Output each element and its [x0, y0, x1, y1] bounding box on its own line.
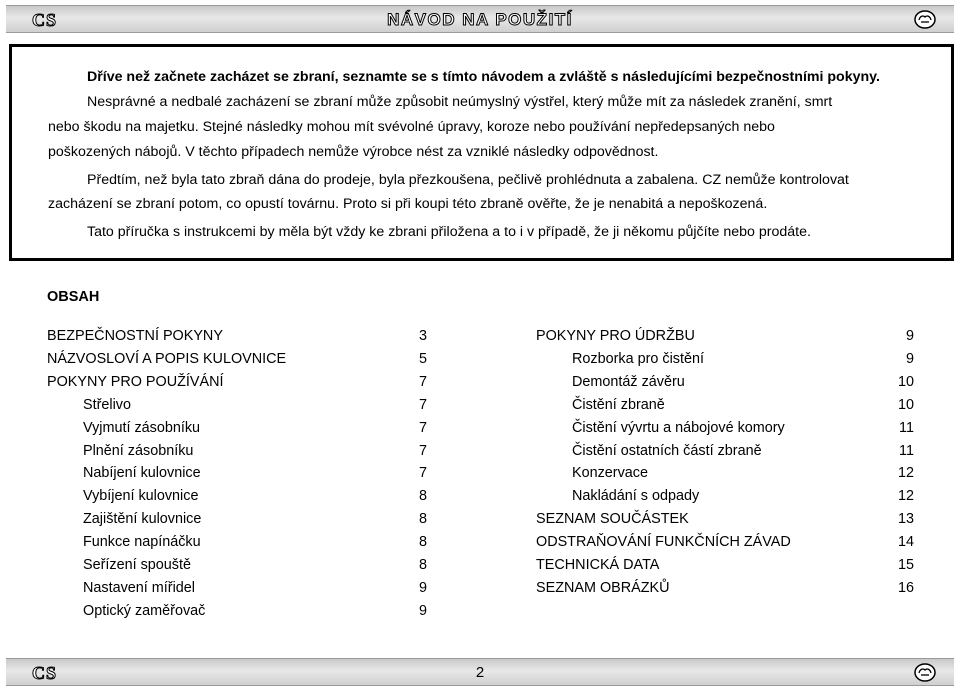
page-title: NÁVOD NA POUŽITÍ [387, 10, 573, 29]
toc-entry-label: Vybíjení kulovnice [83, 488, 199, 505]
toc-entry-page: 13 [897, 511, 914, 528]
toc-entry-label: Zajištění kulovnice [83, 511, 202, 528]
toc-entry-page: 9 [418, 602, 427, 619]
toc-entry[interactable] [536, 509, 914, 529]
toc-entry[interactable] [572, 349, 914, 369]
toc-entry-label: BEZPEČNOSTNÍ POKYNY [47, 328, 223, 344]
safety-notice-box [9, 44, 954, 261]
language-code: CS [32, 10, 58, 30]
toc-entry[interactable] [83, 601, 427, 621]
toc-entry-label: Seřízení spouště [83, 557, 191, 573]
toc-entry[interactable] [83, 578, 427, 598]
toc-entry[interactable] [83, 418, 427, 438]
toc-entry[interactable] [83, 395, 427, 415]
toc-entry-page: 10 [897, 396, 914, 413]
toc-entry-label: Funkce napínáčku [83, 534, 201, 551]
toc-entry[interactable] [83, 555, 427, 575]
toc-entry-page: 15 [897, 557, 914, 573]
brand-logo-icon [914, 663, 936, 682]
toc-entry-page: 5 [418, 350, 427, 367]
toc-entry-label: ODSTRAŇOVÁNÍ FUNKČNÍCH ZÁVAD [536, 534, 791, 551]
toc-entry[interactable] [47, 372, 427, 392]
toc-entry-label: Čistění vývrtu a nábojové komory [572, 419, 785, 436]
toc-entry[interactable] [572, 395, 914, 415]
toc-entry-label: NÁZVOSLOVÍ A POPIS KULOVNICE [47, 350, 287, 367]
toc-heading: OBSAH [47, 289, 100, 305]
toc-entry[interactable] [83, 509, 427, 529]
toc-entry-page: 7 [418, 465, 427, 482]
footer-band [6, 658, 954, 686]
toc-entry-label: SEZNAM OBRÁZKŮ [536, 579, 670, 596]
toc-entry[interactable] [536, 555, 914, 575]
notice-paragraph: nebo škodu na majetku. Stejné následky mohou mít svévolné úpravy, koroze nebo používání nepředepsaných nebo [48, 119, 775, 135]
toc-entry-page: 9 [418, 579, 427, 596]
notice-paragraph: zacházení se zbraní potom, co opustí továrnu. Proto si při koupi této zbraně ověřte, že je nenabitá a nepoškozená. [48, 196, 768, 212]
notice-paragraph: Nesprávné a nedbalé zacházení se zbraní může způsobit neúmyslný výstřel, který může mít za následek zranění, smrt [87, 94, 833, 110]
toc-entry-label: Rozborka pro čistění [572, 350, 704, 367]
toc-entry-page: 12 [897, 465, 914, 482]
toc-entry-label: Čistění zbraně [572, 396, 665, 413]
notice-intro: Dříve než začnete zacházet se zbraní, seznamte se s tímto návodem a zvláště s následujícími bezpečnostními pokyny. [87, 69, 880, 85]
footer-language-code: CS [32, 663, 58, 683]
toc-entry-label: Optický zaměřovač [83, 602, 206, 619]
toc-entry-page: 7 [418, 442, 427, 459]
toc-entry[interactable] [536, 326, 914, 346]
brand-logo-icon [914, 10, 936, 29]
toc-entry[interactable] [47, 326, 427, 346]
toc-entry[interactable] [572, 486, 914, 506]
toc-entry[interactable] [83, 486, 427, 506]
toc-entry[interactable] [83, 532, 427, 552]
toc-entry-label: POKYNY PRO ÚDRŽBU [536, 328, 695, 344]
toc-entry-label: Nakládání s odpady [572, 488, 700, 505]
page-number: 2 [475, 664, 485, 681]
toc-entry-page: 12 [897, 488, 914, 505]
toc-entry[interactable] [572, 418, 914, 438]
toc-entry-page: 14 [897, 534, 914, 551]
toc-entry-page: 7 [418, 419, 427, 436]
toc-entry-label: Nastavení mířidel [83, 579, 195, 596]
toc-entry-label: TECHNICKÁ DATA [536, 557, 660, 573]
toc-entry-page: 8 [418, 557, 427, 573]
toc-entry-page: 8 [418, 511, 427, 528]
notice-paragraph: Tato příručka s instrukcemi by měla být vždy ke zbrani přiložena a to i v případě, že ji někomu půjčíte nebo prodáte. [87, 224, 811, 240]
toc-entry-page: 9 [905, 328, 914, 344]
notice-paragraph: Předtím, než byla tato zbraň dána do prodeje, byla přezkoušena, pečlivě prohlédnuta a zabalena. CZ nemůže kontrolovat [87, 172, 849, 188]
toc-entry-label: Čistění ostatních částí zbraně [572, 442, 762, 459]
toc-entry[interactable] [536, 532, 914, 552]
toc-entry-label: Střelivo [83, 396, 131, 413]
toc-entry-page: 9 [905, 350, 914, 367]
toc-entry-page: 3 [418, 328, 427, 344]
toc-entry-page: 11 [899, 442, 914, 459]
toc-entry-label: Demontáž závěru [572, 373, 685, 390]
toc-entry[interactable] [536, 578, 914, 598]
toc-entry-page: 7 [418, 373, 427, 390]
header-band [6, 5, 954, 33]
toc-entry-page: 8 [418, 488, 427, 505]
toc-entry-page: 7 [418, 396, 427, 413]
toc-entry[interactable] [572, 463, 914, 483]
toc-entry-label: Nabíjení kulovnice [83, 465, 201, 482]
toc-entry[interactable] [83, 463, 427, 483]
toc-entry-label: Plnění zásobníku [83, 442, 194, 459]
toc-entry[interactable] [83, 441, 427, 461]
toc-entry[interactable] [572, 372, 914, 392]
toc-entry-label: Vyjmutí zásobníku [83, 419, 201, 436]
toc-entry[interactable] [47, 349, 427, 369]
notice-paragraph: poškozených nábojů. V těchto případech nemůže výrobce nést za vzniklé následky odpovědnost. [48, 144, 659, 160]
toc-entry-page: 16 [897, 579, 914, 596]
toc-entry-label: Konzervace [572, 465, 648, 482]
toc-entry-page: 10 [897, 373, 914, 390]
toc-entry-label: POKYNY PRO POUŽÍVÁNÍ [47, 373, 224, 390]
toc-entry-page: 8 [418, 534, 427, 551]
toc-entry-page: 11 [899, 419, 914, 436]
toc-entry-label: SEZNAM SOUČÁSTEK [536, 511, 689, 528]
toc-entry[interactable] [572, 441, 914, 461]
